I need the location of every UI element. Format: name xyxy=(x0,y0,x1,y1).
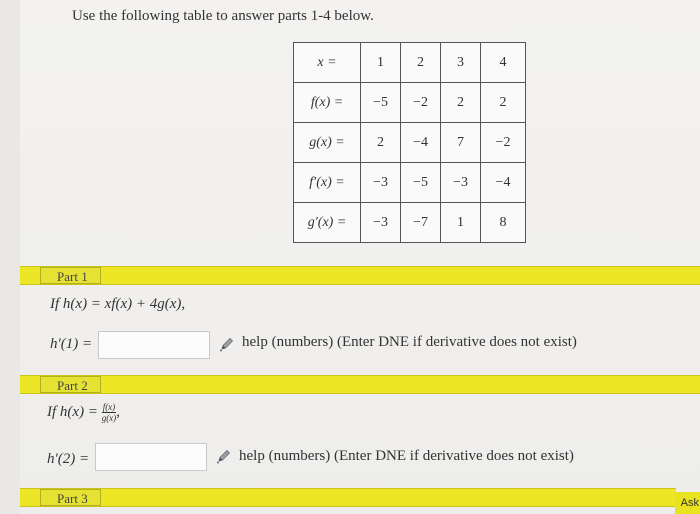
table-row xyxy=(294,83,526,123)
table-header-cell: 1 xyxy=(361,43,401,83)
part-2-prompt: h′(2) = xyxy=(47,451,90,467)
fraction-numerator: f(x) xyxy=(102,402,116,412)
pencil-icon[interactable] xyxy=(219,336,235,352)
page xyxy=(20,0,700,514)
row-label: f′(x) = xyxy=(294,163,361,203)
table-cell: −5 xyxy=(361,83,401,123)
table-row xyxy=(294,163,526,203)
table-row xyxy=(294,203,526,243)
table-cell: 8 xyxy=(481,203,526,243)
table-header-cell: 3 xyxy=(441,43,481,83)
part-3-bar xyxy=(20,488,676,507)
part-2-fraction xyxy=(102,402,117,423)
pencil-icon[interactable] xyxy=(216,448,232,464)
table-cell: −2 xyxy=(401,83,441,123)
table-cell: −7 xyxy=(401,203,441,243)
part-2-help-text[interactable]: help (numbers) (Enter DNE if derivative does not exist) xyxy=(239,448,574,464)
part-2-answer-input[interactable] xyxy=(95,443,207,471)
table-cell: −2 xyxy=(481,123,526,163)
table-cell: 1 xyxy=(441,203,481,243)
part-2-statement xyxy=(47,402,120,423)
table-cell: −4 xyxy=(401,123,441,163)
part-1-answer-input[interactable] xyxy=(98,331,210,359)
intro-text: Use the following table to answer parts 1-4 below. xyxy=(72,8,374,24)
row-label: g′(x) = xyxy=(294,203,361,243)
part-2-statement-suffix: , xyxy=(116,403,120,420)
values-table xyxy=(293,42,526,243)
table-cell: −3 xyxy=(361,203,401,243)
table-header-cell: 2 xyxy=(401,43,441,83)
part-2-bar xyxy=(20,375,700,394)
table-row xyxy=(294,123,526,163)
fraction-denominator: g(x) xyxy=(101,413,117,423)
part-1-statement: If h(x) = xf(x) + 4g(x), xyxy=(50,296,186,312)
part-2-statement-prefix: If h(x) = xyxy=(47,403,98,420)
table-cell: 2 xyxy=(441,83,481,123)
table-header-cell: x = xyxy=(294,43,361,83)
table-cell: 7 xyxy=(441,123,481,163)
table-cell: −5 xyxy=(401,163,441,203)
table-cell: −3 xyxy=(361,163,401,203)
part-1-help-text[interactable]: help (numbers) (Enter DNE if derivative does not exist) xyxy=(242,334,577,350)
part-2-tag: Part 2 xyxy=(40,376,101,393)
row-label: g(x) = xyxy=(294,123,361,163)
table-cell: 2 xyxy=(361,123,401,163)
part-3-tag: Part 3 xyxy=(40,489,101,506)
row-label: f(x) = xyxy=(294,83,361,123)
table-cell: 2 xyxy=(481,83,526,123)
table-cell: −3 xyxy=(441,163,481,203)
part-1-tag: Part 1 xyxy=(40,267,101,284)
table-row xyxy=(294,43,526,83)
part-1-bar xyxy=(20,266,700,285)
table-cell: −4 xyxy=(481,163,526,203)
table-header-cell: 4 xyxy=(481,43,526,83)
part-1-prompt: h′(1) = xyxy=(50,336,93,352)
ask-button[interactable]: Ask xyxy=(675,492,700,514)
